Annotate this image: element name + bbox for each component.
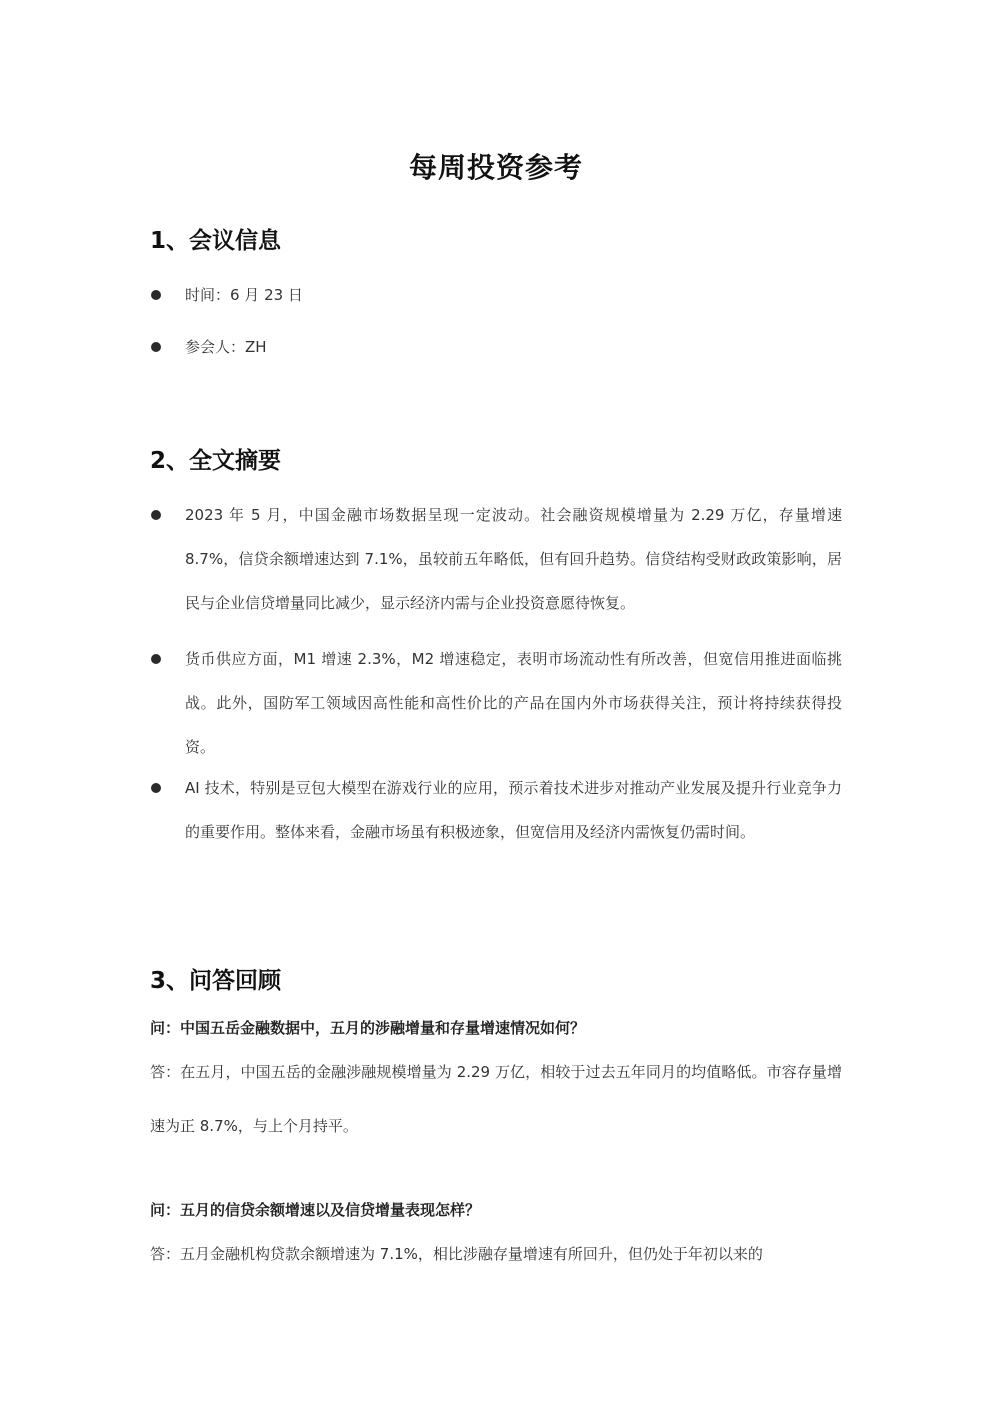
section-heading-meeting-info: 1、会议信息 bbox=[150, 228, 282, 254]
bullet-icon bbox=[151, 783, 161, 793]
list-item bbox=[150, 284, 842, 308]
bullet-icon bbox=[151, 342, 161, 352]
list-item bbox=[150, 766, 842, 898]
list-item bbox=[150, 637, 842, 769]
qa-question: 问：中国五岳金融数据中，五月的涉融增量和存量增速情况如何？ bbox=[150, 1019, 586, 1037]
list-item bbox=[150, 336, 842, 360]
bullet-icon bbox=[151, 290, 161, 300]
document-title: 每周投资参考 bbox=[408, 151, 583, 184]
summary-paragraph: 2023 年 5 月，中国金融市场数据呈现一定波动。社会融资规模增量为 2.29 万亿，存量增速 8.7%，信贷余额增速达到 7.1%，虽较前五年略低，但有回升趋势。信贷结构受财政政策影响，居民与企业信贷增量同比减少，显示经济内需与企业投资意愿待恢复。 bbox=[185, 506, 842, 612]
summary-paragraph: 货币供应方面，M1 增速 2.3%，M2 增速稳定，表明市场流动性有所改善，但宽信用推进面临挑战。此外，国防军工领域因高性能和高性价比的产品在国内外市场获得关注，预计将持续获得投资。 bbox=[185, 650, 842, 756]
qa-question: 问：五月的信贷余额增速以及信贷增量表现怎样？ bbox=[150, 1201, 481, 1219]
section-heading-summary: 2、全文摘要 bbox=[150, 448, 282, 474]
list-item bbox=[150, 493, 842, 625]
qa-answer: 答：在五月，中国五岳的金融涉融规模增量为 2.29 万亿，相较于过去五年同月的均值略低。市容存量增速为正 8.7%，与上个月持平。 bbox=[150, 1063, 842, 1135]
bullet-icon bbox=[151, 654, 161, 664]
meeting-time: 时间：6 月 23 日 bbox=[185, 286, 303, 304]
summary-paragraph: AI 技术，特别是豆包大模型在游戏行业的应用，预示着技术进步对推动产业发展及提升行业竞争力的重要作用。整体来看，金融市场虽有积极迹象，但宽信用及经济内需恢复仍需时间。 bbox=[185, 779, 842, 841]
qa-answer: 答：五月金融机构贷款余额增速为 7.1%，相比涉融存量增速有所回升，但仍处于年初以来的 bbox=[150, 1245, 763, 1263]
bullet-icon bbox=[151, 510, 161, 520]
section-heading-qa-review: 3、问答回顾 bbox=[150, 968, 282, 994]
meeting-attendees: 参会人：ZH bbox=[185, 338, 267, 356]
